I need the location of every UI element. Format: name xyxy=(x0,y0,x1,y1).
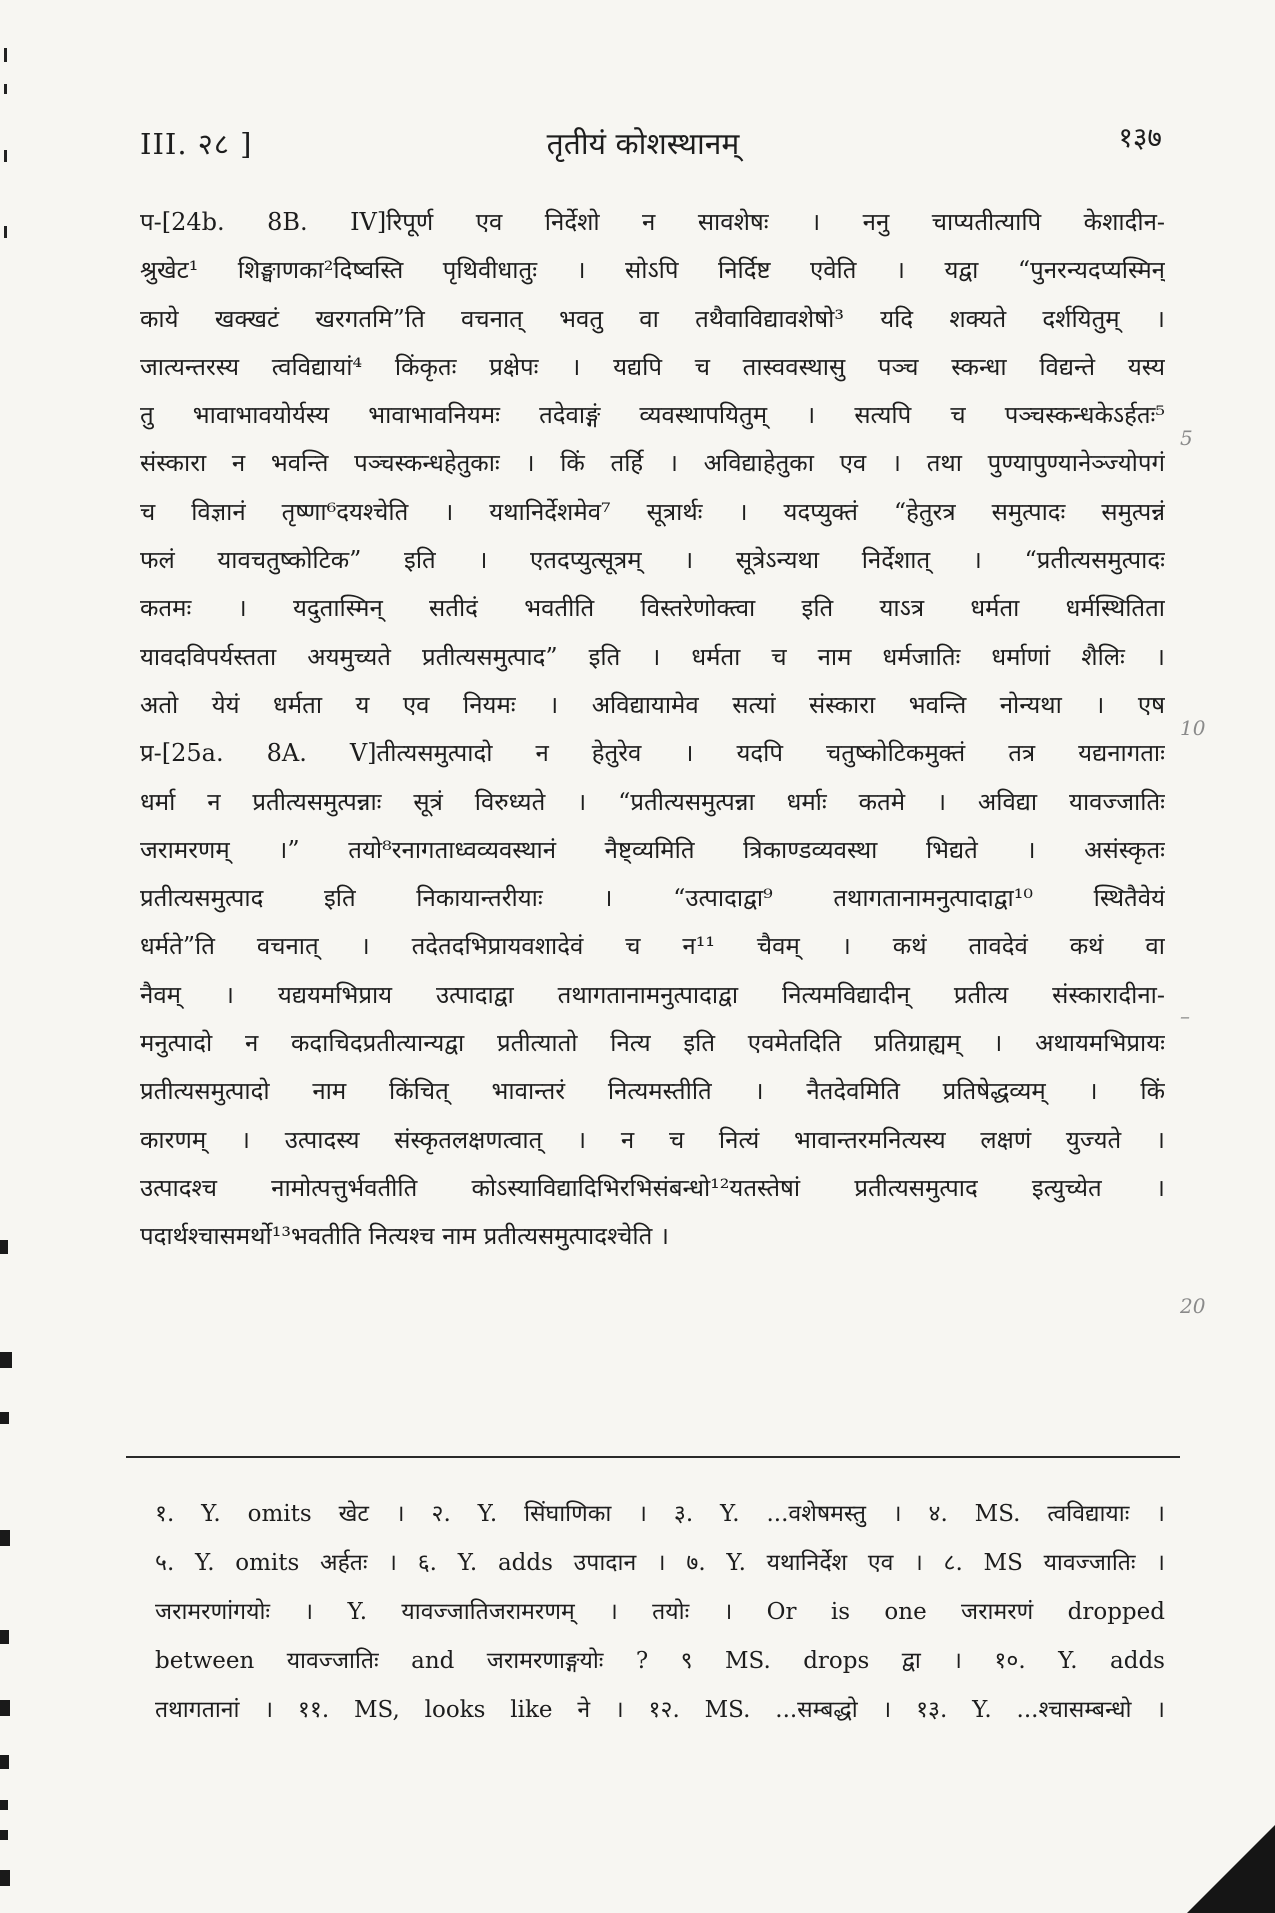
margin-line-number: 20 xyxy=(1180,1294,1206,1318)
text-line: च विज्ञानं तृष्णा⁶दयश्चेति । यथानिर्देशमेव⁷ सूत्रार्थः । यदप्युक्तं “हेतुरत्र समुत्पादः समुत्पन्नं xyxy=(140,497,1165,526)
running-head xyxy=(128,118,1162,162)
margin-line-number: 10 xyxy=(1180,716,1206,740)
text-line: फलं यावचतुष्कोटिक” इति । एतदप्युत्सूत्रम् । सूत्रेऽन्यथा निर्देशात् । “प्रतीत्यसमुत्पादः xyxy=(140,546,1165,575)
scan-margin-mark xyxy=(0,1240,8,1254)
footnote-line: जरामरणांगयोः । Y. यावज्जातिजरामरणम् । तयोः । Or is one जरामरणं dropped xyxy=(155,1599,1165,1625)
footnotes xyxy=(155,1490,1165,1735)
text-line: जात्यन्तरस्य त्वविद्यायां⁴ किंकृतः प्रक्षेपः । यद्यपि च तास्ववस्थासु पञ्च स्कन्धा विद्यन्ते यस्य xyxy=(140,352,1165,381)
section-reference: III. २८ ] xyxy=(140,127,253,161)
text-line: प्र-[25a. 8A. V]तीत्यसमुत्पादो न हेतुरेव । यदपि चतुष्कोटिकमुक्तं तत्र यद्यनागताः xyxy=(140,739,1165,768)
scan-margin-mark xyxy=(0,1630,9,1644)
scan-margin-mark xyxy=(0,1352,12,1368)
text-line: नैवम् । यद्ययमभिप्राय उत्पादाद्वा तथागतानामनुत्पादाद्वा नित्यमविद्यादीन् प्रतीत्य संस्कारादीना- xyxy=(140,980,1165,1009)
page-title: तृतीयं कोशस्थानम् xyxy=(546,127,740,162)
footnote-line: ५. Y. omits अर्हतः । ६. Y. adds उपादान । ७. Y. यथानिर्देश एव । ८. MS यावज्जातिः । xyxy=(155,1550,1165,1576)
text-line: तु भावाभावयोर्यस्य भावाभावनियमः तदेवाङ्गं व्यवस्थापयितुम् । सत्यपि च पञ्चस्कन्धकेऽर्हतः⁵ xyxy=(140,401,1165,430)
text-line: संस्कारा न भवन्ति पञ्चस्कन्धहेतुकाः । किं तर्हि । अविद्याहेतुका एव । तथा पुण्यापुण्यानेञ्ज्योपगं xyxy=(140,449,1165,478)
text-line: जरामरणम् ।” तयो⁸रनागताध्वव्यवस्थानं नैष्ट्व्यमिति त्रिकाण्डव्यवस्था भिद्यते । असंस्कृतः xyxy=(140,835,1165,864)
scan-margin-mark xyxy=(0,1830,8,1840)
scan-margin-mark xyxy=(0,1412,9,1424)
footnote-line: between यावज्जातिः and जरामरणाङ्गयोः ? ९ MS. drops द्वा । १०. Y. adds xyxy=(155,1648,1165,1674)
text-line: श्रुखेट¹ शिङ्घाणका²दिष्वस्ति पृथिवीधातुः । सोऽपि निर्दिष्ट एवेति । यद्वा “पुनरन्यदप्यस्मिन् xyxy=(140,256,1165,285)
main-text xyxy=(140,198,1165,1261)
scan-tick xyxy=(4,48,7,62)
text-line: प्रतीत्यसमुत्पादो नाम किंचित् भावान्तरं नित्यमस्तीति । नैतदेवमिति प्रतिषेद्धव्यम् । किं xyxy=(140,1077,1165,1106)
footnote-line: तथागतानां । ११. MS, looks like ने । १२. MS. ...सम्बद्धो । १३. Y. ...श्चासम्बन्धो । xyxy=(155,1697,1165,1723)
text-line: कतमः । यदुतास्मिन् सतीदं भवतीति विस्तरेणोक्त्वा इति याऽत्र धर्मता धर्मस्थितिता xyxy=(140,594,1165,623)
footnote-rule xyxy=(126,1456,1180,1458)
text-line: यावदविपर्यस्तता अयमुच्यते प्रतीत्यसमुत्पाद” इति । धर्मता च नाम धर्मजातिः धर्माणां शैलिः । xyxy=(140,642,1165,671)
scan-margin-mark xyxy=(0,1870,10,1886)
text-line: प्रतीत्यसमुत्पाद इति निकायान्तरीयाः । “उत्पादाद्वा⁹ तथागतानामनुत्पादाद्वा¹⁰ स्थितैवेयं xyxy=(140,884,1165,913)
margin-line-number: – xyxy=(1180,1004,1190,1028)
scan-tick xyxy=(4,150,7,162)
scan-tick xyxy=(4,84,7,94)
scan-margin-mark xyxy=(0,1700,10,1716)
text-line: अतो येयं धर्मता य एव नियमः । अविद्यायामेव सत्यां संस्कारा भवन्ति नोन्यथा । एष xyxy=(140,690,1165,719)
scan-margin-mark xyxy=(0,1800,8,1810)
text-line: उत्पादश्च नामोत्पत्तुर्भवतीति कोऽस्याविद्यादिभिरभिसंबन्धो¹²यतस्तेषां प्रतीत्यसमुत्पाद इत्युच्येत । xyxy=(140,1173,1165,1202)
scan-margin-mark xyxy=(0,1530,10,1546)
scan-tick xyxy=(4,226,7,238)
text-line: मनुत्पादो न कदाचिदप्रतीत्यान्यद्वा प्रतीत्यातो नित्य इति एवमेतदिति प्रतिग्राह्यम् । अथायमभिप्रायः xyxy=(140,1029,1165,1058)
text-line: धर्मा न प्रतीत्यसमुत्पन्नाः सूत्रं विरुध्यते । “प्रतीत्यसमुत्पन्ना धर्माः कतमे । अविद्या यावज्जातिः xyxy=(140,787,1165,816)
text-line: कारणम् । उत्पादस्य संस्कृतलक्षणत्वात् । न च नित्यं भावान्तरमनित्यस्य लक्षणं युज्यते । xyxy=(140,1125,1165,1154)
footnote-line: १. Y. omits खेट । २. Y. सिंघाणिका । ३. Y. ...वशेषमस्तु । ४. MS. त्वविद्यायाः । xyxy=(155,1501,1165,1527)
text-line: काये खक्खटं खरगतमि”ति वचनात् भवतु वा तथैवाविद्यावशेषो³ यदि शक्यते दर्शयितुम् । xyxy=(140,304,1165,333)
text-line: प-[24b. 8B. IV]रिपूर्ण एव निर्देशो न सावशेषः । ननु चाप्यतीत्यापि केशादीन- xyxy=(140,208,1165,236)
page-number: १३७ xyxy=(1118,121,1162,154)
text-line: धर्मते”ति वचनात् । तदेतदभिप्रायवशादेवं च न¹¹ चैवम् । कथं तावदेवं कथं वा xyxy=(140,932,1165,961)
scan-corner-smudge xyxy=(1187,1825,1275,1913)
margin-line-number: 5 xyxy=(1180,426,1193,450)
text-line: पदार्थश्चासमर्थो¹³भवतीति नित्यश्च नाम प्रतीत्यसमुत्पादश्चेति । xyxy=(140,1222,670,1251)
scan-margin-mark xyxy=(0,1755,9,1769)
